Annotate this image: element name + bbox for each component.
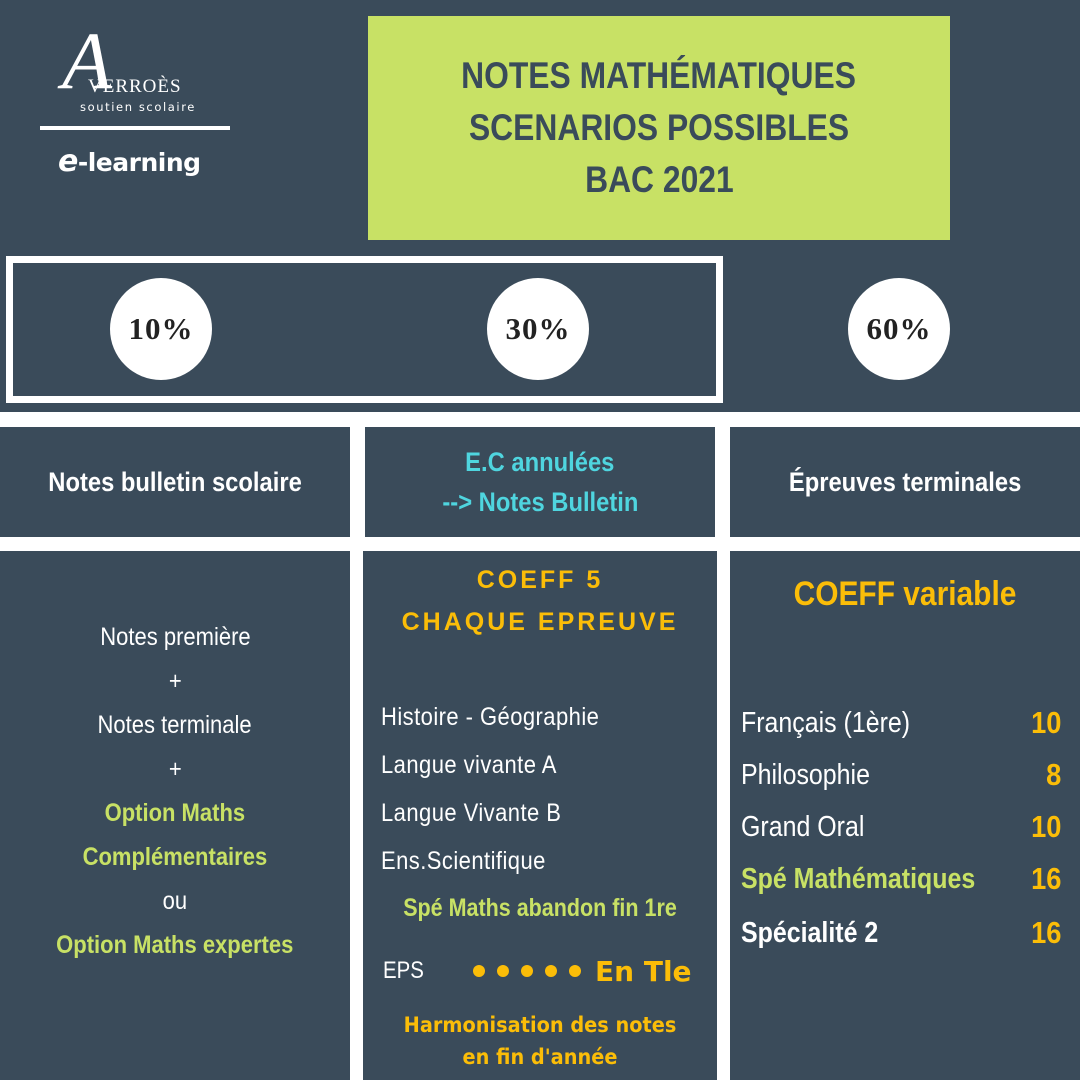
coeff-row-philosophie bbox=[741, 749, 1061, 801]
dot-icon bbox=[569, 965, 581, 977]
bulletin-line: Notes terminale bbox=[97, 711, 253, 739]
spe-maths-abandon: Spé Maths abandon fin 1re bbox=[403, 894, 677, 922]
body-ec bbox=[363, 551, 717, 1080]
subject-name: Philosophie bbox=[741, 758, 870, 791]
logo-tagline: soutien scolaire bbox=[80, 100, 196, 114]
subject-name: Spécialité 2 bbox=[741, 916, 879, 949]
coeff-variable-heading: COEFF variable bbox=[793, 575, 1017, 613]
subject-name: Français (1ère) bbox=[741, 706, 911, 739]
ec-subject: Histoire - Géographie bbox=[381, 703, 600, 731]
header-ec-line-1: E.C annulées bbox=[465, 447, 615, 477]
harmonisation-note: Harmonisation des notes en fin d'année bbox=[403, 1013, 677, 1069]
header-ec-line-2: --> Notes Bulletin bbox=[441, 487, 639, 517]
logo-initial: A bbox=[62, 15, 113, 106]
coeff-row-specialite-2 bbox=[741, 907, 1061, 959]
elearning-e-icon: e bbox=[58, 144, 78, 179]
header-bulletin bbox=[0, 427, 350, 537]
ec-subject-list bbox=[381, 693, 629, 885]
title-line-1: NOTES MATHÉMATIQUES bbox=[461, 55, 857, 96]
header-bulletin-label: Notes bulletin scolaire bbox=[48, 467, 302, 497]
logo-name: VERROÈS bbox=[88, 76, 182, 97]
coeff-row-spe-maths bbox=[741, 853, 1061, 905]
ec-heading-line-2: CHAQUE EPREUVE bbox=[401, 608, 679, 636]
divider-band-top bbox=[0, 412, 1080, 427]
divider-band-middle bbox=[0, 537, 1080, 551]
dot-leader-icon bbox=[473, 965, 581, 977]
dot-icon bbox=[473, 965, 485, 977]
coeff-value: 16 bbox=[1030, 861, 1061, 896]
coeff-value: 10 bbox=[1030, 705, 1061, 740]
option-maths-line: Complémentaires bbox=[82, 843, 268, 871]
coeff-value: 8 bbox=[1045, 757, 1061, 792]
coeff-value: 10 bbox=[1030, 809, 1061, 844]
coeff-row-francais bbox=[741, 697, 1061, 749]
title-line-3: BAC 2021 bbox=[584, 159, 734, 200]
option-maths-expertes: Option Maths expertes bbox=[56, 931, 294, 959]
coeff-value: 16 bbox=[1030, 915, 1061, 950]
header-terminales-label: Épreuves terminales bbox=[788, 467, 1022, 497]
averroes-logo bbox=[40, 15, 230, 180]
subject-name: Grand Oral bbox=[741, 810, 865, 843]
bulletin-line: Notes première bbox=[99, 623, 251, 651]
ec-heading-line-1: COEFF 5 bbox=[476, 566, 604, 594]
header-terminales bbox=[730, 427, 1080, 537]
percent-badge-30: 30% bbox=[487, 278, 589, 380]
plus-sign: + bbox=[168, 755, 182, 783]
percent-badge-10: 10% bbox=[110, 278, 212, 380]
title-banner bbox=[368, 16, 950, 240]
dot-icon bbox=[497, 965, 509, 977]
ec-subject: Langue Vivante B bbox=[381, 799, 562, 827]
logo-divider bbox=[40, 126, 230, 130]
ec-subject: Ens.Scientifique bbox=[381, 847, 546, 875]
body-terminales bbox=[730, 551, 1080, 1080]
coeff-row-grand-oral bbox=[741, 801, 1061, 853]
elearning-label: e-learning bbox=[58, 144, 201, 179]
ec-subject: Langue vivante A bbox=[381, 751, 557, 779]
eps-label: EPS bbox=[383, 957, 424, 984]
eps-row bbox=[383, 951, 713, 991]
ec-heading bbox=[363, 559, 717, 643]
option-maths-line: Option Maths bbox=[104, 799, 246, 827]
title-line-2: SCENARIOS POSSIBLES bbox=[468, 107, 850, 148]
eps-note: En Tle bbox=[595, 954, 692, 988]
header-ec bbox=[365, 427, 715, 537]
subject-name: Spé Mathématiques bbox=[741, 862, 976, 895]
column-separator-2 bbox=[715, 412, 730, 1080]
dot-icon bbox=[521, 965, 533, 977]
plus-sign: + bbox=[168, 667, 182, 695]
body-bulletin bbox=[0, 551, 350, 1080]
or-label: ou bbox=[162, 887, 188, 915]
dot-icon bbox=[545, 965, 557, 977]
percent-badge-60: 60% bbox=[848, 278, 950, 380]
